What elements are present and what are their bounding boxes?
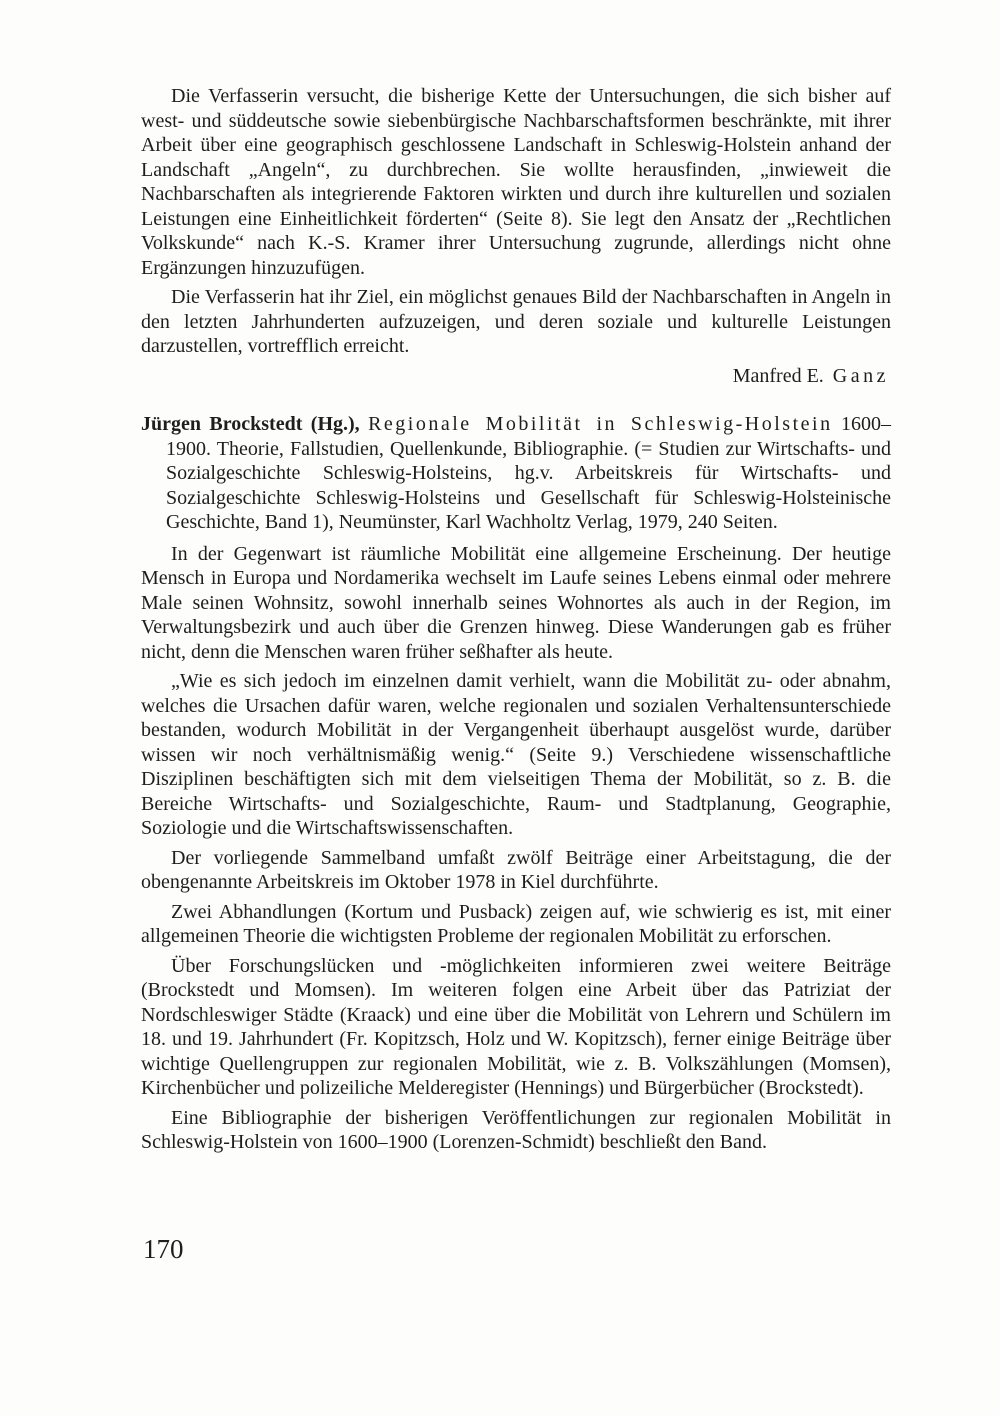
reviewer-family-name: Ganz — [832, 364, 889, 387]
prev-review-paragraph-1: Die Verfasserin versucht, die bisherige Kette der Untersuchungen, die sich bisher auf west- und süddeutsche sowie siebenbürgische Nachbarschaftsformen beschränkte, mit ihrer Arbeit über eine geographisch geschlossene Landschaft in Schleswig-Holstein anhand der Landschaft „Angeln“, zu durchbrechen. Sie wollte herausfinden, „inwieweit die Nachbarschaften als integrierende Faktoren wirkten und durch ihre kulturellen und sozialen Leistungen eine Einheitlichkeit förderten“ (Seite 8). Sie legt den Ansatz der „Rechtlichen Volkskunde“ nach K.-S. Kramer ihrer Untersuchung zugrunde, allerdings nicht ohne Ergänzungen hinzuzufügen. — [141, 85, 891, 279]
review-paragraph-1: In der Gegenwart ist räumliche Mobilität eine allgemeine Erscheinung. Der heutige Mensch in Europa und Nordamerika wechselt im Laufe seines Lebens einmal oder mehrere Male seinen Wohnsitz, sowohl innerhalb seines Wohnortes als auch in der Region, im Verwaltungsbezirk und auch über die Grenzen hinweg. Diese Wanderungen gab es früher nicht, denn die Menschen waren früher seßhafter als heute. — [141, 542, 891, 663]
review-paragraph-3: Der vorliegende Sammelband umfaßt zwölf Beiträge einer Arbeitstagung, die der obengenannte Arbeitskreis im Oktober 1978 in Kiel durchführte. — [141, 846, 891, 893]
review-paragraph-5: Über Forschungslücken und -möglichkeiten informieren zwei weitere Beiträge (Brockstedt und Momsen). Im weiteren folgen eine Arbeit über das Patriziat der Nordschleswiger Städte (Kraack) und eine über die Mobilität von Lehrern und Schülern im 18. und 19. Jahrhundert (Fr. Kopitzsch, Holz und W. Kopitzsch), ferner einige Beiträge über wichtige Quellengruppen zur regionalen Mobilität, wie z. B. Volkszählungen (Momsen), Kirchenbücher und polizeiliche Melderegister (Hennings) und Bürgerbücher (Brockstedt). — [141, 954, 891, 1099]
prev-review-paragraph-2: Die Verfasserin hat ihr Ziel, ein möglichst genaues Bild der Nachbarschaften in Angeln in den letzten Jahrhunderten aufzuzeigen, und deren soziale und kulturelle Leistungen darzustellen, vortrefflich erreicht. — [141, 286, 891, 357]
review-paragraph-4: Zwei Abhandlungen (Kortum und Pusback) zeigen auf, wie schwierig es ist, mit einer allgemeinen Theorie die wichtigsten Probleme der regionalen Mobilität zu erforschen. — [141, 900, 891, 947]
review-editor-name: Jürgen Brockstedt (Hg.), — [141, 413, 360, 435]
review-book-title: Regionale Mobilität in Schleswig-Holstein — [368, 413, 833, 435]
review-heading — [141, 412, 891, 535]
reviewer-given-name: Manfred E. — [732, 364, 824, 387]
review-bibliographic-details: 1600–1900. Theorie, Fallstudien, Quellenkunde, Bibliographie. (= Studien zur Wirtschafts- und Sozialgeschichte Schleswig-Holsteins, hg.v. Arbeitskreis für Wirtschafts- und Sozialgeschichte Schleswig-Holsteins und Gesellschaft für Schleswig-Holsteinische Geschichte, Band 1), Neumünster, Karl Wachholtz Verlag, 1979, 240 Seiten. — [166, 413, 892, 533]
review-paragraph-2: „Wie es sich jedoch im einzelnen damit verhielt, wann die Mobilität zu- oder abnahm, welches die Ursachen dafür waren, welche regionalen und sozialen Verhaltensunterschiede bestanden, wodurch Mobilität in der Vergangenheit überhaupt ausgelöst wurde, darüber wissen wir noch verhältnismäßig wenig.“ (Seite 9.) Verschiedene wissenschaftliche Disziplinen beschäftigten sich mit dem vielseitigen Thema der Mobilität, so z. B. die Bereiche Wirtschafts- und Sozialgeschichte, Raum- und Stadtplanung, Geographie, Soziologie und die Wirtschaftswissenschaften. — [141, 670, 891, 839]
reviewer-signature — [141, 364, 889, 389]
page-number: 170 — [143, 1234, 184, 1264]
text-column — [141, 84, 891, 1160]
review-paragraph-6: Eine Bibliographie der bisherigen Veröffentlichungen zur regionalen Mobilität in Schleswig-Holstein von 1600–1900 (Lorenzen-Schmidt) beschließt den Band. — [141, 1106, 891, 1153]
